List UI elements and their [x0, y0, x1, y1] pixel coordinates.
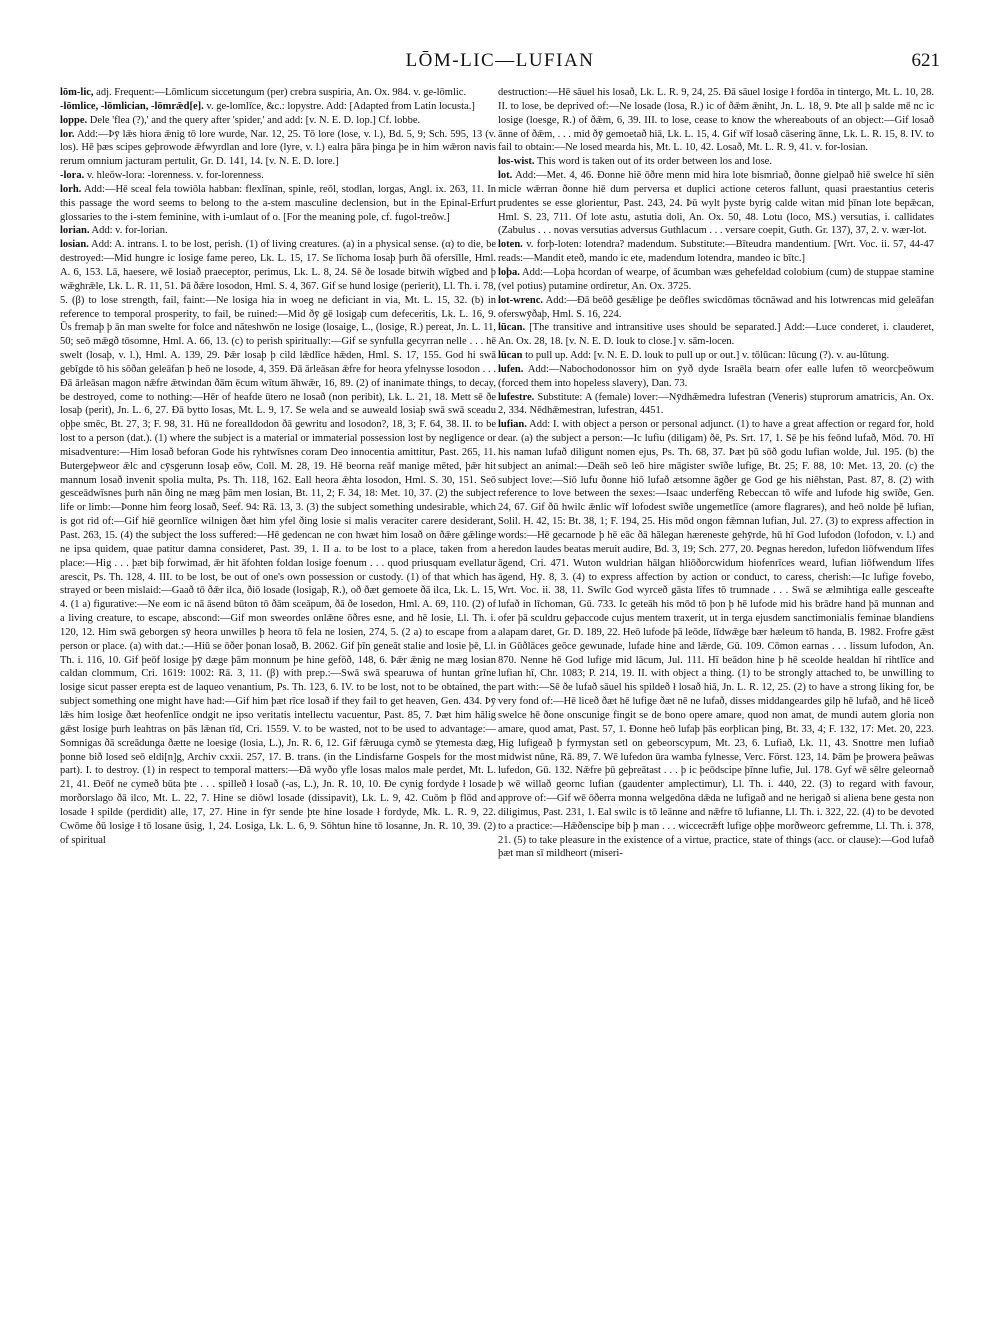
page-number: 621: [911, 50, 940, 71]
entry-body: [The transitive and intransitive uses should be separated.] Add:—Luce conderet, i. clauderet, An. Ox. 28, 18. [v. N. E. D. louk to close.] v. sām-locen.: [498, 322, 934, 348]
entry-body: Add:—Þȳ lǣs hiora ǣnig tō lore wurde, Nar. 12, 25. Tō lore (lose, v. l.), Bd. 5, 9; Sch. 595, 13 (v. los). Hē þæs scipes geþrowode ǣfwyrdlan and lore (lyre, v. l.) ealra þāra þinga þe in him wǣron navis rerum omnium jacturam pertulit, Gr. D. 141, 14. [v. N. E. D. lore.]: [60, 128, 496, 168]
entry-body: Substitute: A (female) lover:—Nȳdhǣmedra lufestran (Veneris) stuprorum amatricis, An. Ox. 2, 334. Nēdhǣmestran, lufestran, 4451.: [498, 391, 934, 417]
headword: lufian.: [498, 419, 527, 431]
headword: loppe.: [60, 114, 88, 126]
dictionary-entry: [498, 266, 934, 294]
headword: -lōmlice, -lōmlician, -lōmrǣd[e].: [60, 100, 204, 112]
dictionary-entry: [60, 128, 496, 170]
dictionary-entry: [498, 391, 934, 419]
headword: lufen.: [498, 363, 524, 375]
dictionary-entry: [498, 155, 934, 169]
left-column: [60, 86, 496, 1276]
page-header: [60, 40, 940, 80]
entry-body: This word is taken out of its order between los and lose.: [536, 156, 772, 168]
dictionary-entry: [60, 183, 496, 225]
headword: lōm-lic,: [60, 87, 94, 98]
entry-body: Add:—Loþa hcordan of wearpe, of ācumban wæs gehefeldad colobium (cum) de stuppae stamine (vel potius) putamine ordiretur, An. Ox. 3725.: [498, 266, 934, 292]
dictionary-entry: [498, 321, 934, 349]
headword: loten.: [498, 239, 523, 251]
dictionary-entry: [60, 224, 496, 238]
dictionary-entry: [498, 238, 934, 266]
right-column: [498, 86, 934, 1276]
entry-body: Add:—Met. 4, 46. Ðonne hiē ōðre menn mid hira lote bismriað, ðonne gielpað hiē swelce hī siēn micle wǣrran ðonne hiē dum perversa et duplici actione ceteros fallunt, quasi praestantius ceteris prudentes se esse glorientur, Past. 243, 24. Þū wylt þyste byrig calde witan mid þīnan lote bepǣcan, Hml. S. 23, 711. Of lote astu, astutia doli, An. Ox. 50, 48. Lotu (loco, MS.) versutias, i. callidates (Zabulus . . . novas versutias adversus Guthlacum . . . versare coepit, Guth. Gr. 137), 37, 2. v. wær-lot.: [498, 170, 934, 237]
entry-body: v. forþ-loten: lotendra? madendum. Substitute:—Bīteudra mandentium. [Wrt. Voc. ii. 57, 44-47 reads:—Mandit eteð, mando ic ete, madendum lotendra, mandeo ic bītc.]: [498, 239, 934, 265]
dictionary-entry: [60, 169, 496, 183]
dictionary-entry: [498, 418, 934, 861]
headword: loþa.: [498, 266, 520, 278]
entry-body: v. ge-lomlīce, &c.: lopystre. Add: [Adapted from Latin locusta.]: [206, 100, 475, 112]
headword: losian.: [60, 239, 89, 251]
headword: los-wist.: [498, 156, 535, 168]
headword: lot-wrenc.: [498, 294, 543, 306]
headword: lufestre.: [498, 391, 535, 403]
dictionary-entry: [60, 86, 496, 100]
dictionary-entry: [498, 349, 934, 363]
dictionary-entry: [60, 114, 496, 128]
headword: lor.: [60, 128, 75, 140]
headword: lot.: [498, 170, 513, 182]
entry-body: v. hleōw-lora: -lorenness. v. for-lorenness.: [86, 170, 264, 182]
entry-body: Add:—Hē sceal fela towiōla habban: flexlīnan, spinle, reōl, stodlan, lorgas, Angl. ix. 263, 11. In this passage the word seems to belong to the a-stem masculine declension, but in the Epinal-Erfurt glossaries to the i-stem feminine, with i-umlaut of o. [For the meaning pole, cf. fugol-treōw.]: [60, 183, 496, 223]
headword: lorian.: [60, 225, 90, 237]
entry-body: Add:—Nabochodonossor him on ȳyð dyde Israēla bearn ofer ealle lufen tō weorcþeōwum (forced them into hopeless slavery), Dan. 73.: [498, 363, 934, 389]
entry-body: Add: v. for-lorian.: [91, 225, 168, 237]
headword: lorh.: [60, 183, 82, 195]
entry-body: destruction:—Hē sāuel his losað, Lk. L. R. 9, 24, 25. Ðā sāuel losige ł fordōa in tintergo, Mt. L. 10, 28. II. to lose, be deprived of:—Ne losade (losa, R.) ic of ðǣm ǣniht, Jn. L. 18, 9. Þte all þ salde mē nc ic losige (loesge, R.) of ðǣm, 6, 39. III. to lose, cease to know the whereabouts of an object:—Gif losað ānne of ðǣm, . . . mid ðȳ gemoetað hiā, Lk. L. 15, 4. Gif wīf losað cāsering ānne, Lk. L. R. 15, 8. IV. to fail to obtain:—Ne losed mearda his, Mt. L. 10, 42. Losað, Mt. L. R. 9, 41. v. for-losian.: [498, 87, 934, 154]
entry-body: Add:—Ðā beōð gesǣlige þe deōfles swicdōmas tōcnāwad and his lotwrencas mid geleāfan oferswȳðaþ, Hml. S. 16, 224.: [498, 294, 934, 320]
dictionary-entry: [498, 294, 934, 322]
headword: -lora.: [60, 170, 85, 182]
entry-body: to pull up. Add: [v. N. E. D. louk to pull up or out.] v. tōlūcan: lūcung (?). v. au-lūtung.: [525, 350, 890, 362]
dictionary-entry: [498, 169, 934, 238]
entry-body: Dele 'flea (?),' and the query after 'spider,' and add: [v. N. E. D. lop.] Cf. lobbe.: [89, 114, 421, 126]
running-head: LŌM-LIC—LUFIAN: [405, 50, 595, 71]
headword: lūcan.: [498, 322, 526, 334]
entry-body: Add: I. with object a person or personal adjunct. (1) to have a great affection or regard for, hold dear. (a) the subject a person:—Ic lufiu (diligam) ðē, Ps. Srt. 17, 1. Sē þe his feōnd lufað, Mōd. 70. Hī his naman lufað diligunt nomen ejus, Ps. Th. 68, 37. Þæt þū sōð godu lufian wolde, Jul. 195. (b) the subject an animal:—Deāh seō leō hire māgister swīðe lufige, Bt. 25; F. 88, 10: Met. 13, 20. (c) the subject love:—Siō lufu ðonne hiō lufað ætsomne āgðer ge God ge his niēhstan, Past. 87, 8. (2) with reference to love between the sexes:—Isaac underfēng Rebeccan tō wīfe and lufode hig swīðe, Gen. 24, 67. Gif ðū hwilc ǣnlic wīf lofodest swīðe ungemetlīce (amore flagrares), and heō nolde þē lufian, Solil. H. 42, 15: Bt. 38, 1; F. 194, 25. His mōd ongon fǣmnan lufian, Jul. 27. (3) to express affection in words:—Hē gecarnode þ hē eāc ðā hālegan hæreneste gehȳrde, hū hī God lufodon (lofodon, v. l.) and heredon laudes beatas meruit audire, Bd. 3, 19; Sch. 277, 20. Þegnas heredon, lufedon liōfwendum līfes āgend, Cri. 471. Wuton wuldrian hālgan hliōðorcwidum hiofenrīces weard, lufian liōfwendum līfes āgend, Hȳ. 8, 3. (4) to express affection by action or conduct, to caress, cherish:—Ic lufige fovebo, Wrt. Voc. ii. 38, 11. Swīlc God wyrceð gāsta līfes tō trumnade . . . Swā se ælmihtiga ealle gesceafte lufað in līchoman, Gū. 733. Ic geteāh his mōd tō þon þ hē lufode mid his brādre hand þā munnan and ofer þā sculdru geþaccode cujus mentem traxerit, ut in terga ejusdem sanctimonialis feminae blandiens alapam daret, Gr. D. 189, 22. Heō lufode þā leōde, līdwǣge bær hæleum tō handa, B. 1982. Frofre gǣst in Gūðlāces geōce gewunade, lufade hine and lǣrde, Gū. 109. Cōmon earnas . . . lissum lufodon, An. 870. Nenne hē God lufige mid lācum, Jul. 111. Hī beādon hine þ hē sceolde healdan hī rihtlīce and lufian hī, Chr. 1083; P. 214, 19. II. with object a thing. (1) to be strongly attached to, be unwilling to part with:—Sē ðe lufað sāuel his spildeð ł losað hiā, Jn. L. R. 12, 25. (2) to have a strong liking for, be very fond of:—Hē liceð ðæt hē lufige ðæt nē ne lufað, disses middangeardes gilp hē lufað, and hē liceð swelce hē ðone onscunige fingit se de bono opere amare, quod non amat, de mundi autem gloria non amare, quod amat, Past. 57, 1. Ðonne heō lufaþ þās eorþlican þing, Bt. 33, 4; F. 132, 17: Met. 20, 223. Hig lufigeað þ fyrmystan setl on gebeorscypum, Mt. 23, 6. Lufiað, Lk. 11, 43. Snottre men lufiað midwist nūne, Rā. 89, 7. Wē lufedon ūra wamba fylnesse, Verc. Först. 123, 14. Þām þe þrowera þeāwas lufedon, Gū. 132. Nǣfre þū geþreātast . . . þ ic þeōdscipe þīnne lufie, Jul. 178. Gyf wē sēlre geleornað þ wē willað geornc lufian (gaudenter amplectimur), Ll. Th. i. 440, 22. (3) to regard with favour, approve of:—Gif wē ōðerra monna welgedōna dǣda ne lufigað and ne herigað si aliena bene gesta non diligimus, Past. 231, 1. Eal swilc is tō leānne and nǣfre tō lufianne, Ll. Th. i. 322, 22. (4) to be devoted to a practice:—Hǣðenscipe biþ þ man . . . wiccecrǣft lufige oþþe morðweorc gefremme, Ll. Th. i. 378, 21. (5) to take pleasure in the existence of a virtue, practice, state of things (acc. or clause):—God lufað þæt man sī mildheort (miseri-: [498, 419, 934, 860]
entry-body: adj. Frequent:—Lōmlicum siccetungum (per) crebra suspiria, An. Ox. 984. v. ge-lōmlic.: [96, 87, 467, 98]
dictionary-entry: [498, 86, 934, 155]
dictionary-entry: [60, 100, 496, 114]
dictionary-entry: [60, 238, 496, 847]
headword: lūcan: [498, 350, 523, 362]
entry-body: Add: A. intrans. I. to be lost, perish. (1) of living creatures. (a) in a physical sense. (α) to die, be destroyed:—Mid hungre ic losige fame pereo, Lk. L. 15, 17. Se līchoma losaþ þurh ðā ofersīlle, Hml. A. 6, 153. Lā, haesere, wē losiað praeceptor, perimus, Lk. L. 8, 24. Sē ðe losade bitwih wīgbed and þ wǣghrǣle, Lk. L. R. 11, 51. Þā ðǣre losodon, Hml. S. 4, 367. Gif se hund losige (perierit), Ll. Th. i. 78, 5. (β) to lose strength, fail, faint:—Ne losiga hia in woeg ne deficiant in via, Mt. L. 15, 32. (b) in reference to temporal prosperity, to fail, be ruined:—Mid ðȳ gē losigaþ cum defeceritis, Lk. L. 16, 9. Ūs fremaþ þ ān man swelte for folce and nāteshwōn ne losige (losaige, L., (losige, R.) pereat, Jn. L. 11, 50; seō mǣgð tōsomne, Hml. A. 66, 13. (c) to perish spiritually:—Gif se synfulla gecyrran nelle . . . hē swelt (losaþ, v. l.), Hml. A. 139, 29. Þǣr losaþ þ cild lǣdlīce hǣden, Hml. S. 17, 155. God hi swā gebīgde tō his sōðan geleāfan þ heō ne losode, 4, 359. Ðā ārleāsan ǣfre for heora yfelnysse losodon . . . Ðā ārleāsan magon nǣfre ǣtwindan ðām ēcum wītum āhwǣr, 16, 89. (2) of inanimate things, to decay, be destroyed, come to nothing:—Hēr of heafde ūtero ne losað (non peribit), Lk. L. 21, 18. Mett sē ðe losaþ (perit), Jn. L. 6, 27. Ðā bytto losas, Mt. L. 9, 17. Se wela and se auweald losiaþ swā swā sceadu oþþe smēc, Bt. 27, 3; F. 98, 31. Hū ne forealldodon ðā gewritu and losodon?, 18, 3; F. 64, 38. II. to be lost to a person (dat.). (1) where the subject is a material or immaterial possession lost by negligence or misadventure:—Him losað beforan Gode his ryhtwīsnes coram Deo innocentia amittitur, Past. 265, 11. Butergeþweor ǣlc and cȳsgerunn losaþ eōw, Coll. M. 28, 19. Hē beorna reāf manige mēted, þǣr hit mannum losað invenit spolia multa, Ps. Th. 118, 162. Eall heora ǣhta losodon, Hml. S. 30, 151. Seō gesceādwīsnes þurh nān ðing ne mæg þām men losian, Bt. 11, 2; F. 34, 18: Met. 10, 37. (2) the subject life or limb:—Þonne him feorg losað, Seef. 94: Rā. 13, 3. (3) the subject something undesirable, which is got rid of:—Gif hiē geornlīce wilnigen ðæt him yfel ðing losie si malis veraciter carere desiderant, Past. 263, 15. (4) the subject the loss suffered:—Hē gedencan ne con hwæt him losað on ðǣre gǣlinge ne ipsa quidem, quae patitur damna consideret, Past. 39, 1. II a. to be lost to a place, taken from a place:—Hig . . . þæt biþ forwimad, ǣr hit āfohten foldan losige foenum . . . quod priusquam evellatur arescit, Ps. Th. 128, 4. III. to be lost, be out of one's own possession or custody. (1) of that which has strayed or been mislaid:—Gaað tō ðǣr ilca, ðiō losade (losigaþ, R.), oð ðæt gemoete ðā ilca, Lk. L. 15, 4. (1 a) figurative:—Ne eom ic nā āsend būton tō ðām sceāpum, ðā ðe losedon, Hml. A. 69, 110. (2) of a living creature, to escape, abscond:—Gif mon sweordes onlǣne ōðres esne, and hē losie, Ll. Th. i. 120, 12. Him swā geborgen sȳ heora unwilles þ heora tō fela ne losien, 274, 5. (2 a) to escape from a person or place. (a) with dat.:—Hiū se ōðer þonan losað, B. 2062. Gif þīn geneāt stalie and losie þē, Ll. Th. i. 116, 10. Gif þeōf losige þȳ dæge þām monnum þe hine gefōð, 148, 6. Þǣr ǣnig ne mæg losian caldan clommum, Cri. 1619: 1002: Rā. 3, 11. (β) with prep.:—Swā swā spearuwa of huntan grīne losige sicut passer erepta est de laqueo venantium, Ps. Th. 123, 6. IV. to be lost, not to be obtained, the subject something one might have had:—Gif him þæt rīce losað if they fail to get heaven, Gen. 434. Þȳ lǣs him losige ðæt heofenlīce ondgit ne ipso veritatis intellectu vacuentur, Past. 85, 7. Þæt him hālig gǣst losige þurh leahtras on þās lǣnan tīd, Cri. 1559. V. to be wasted, not to be used to advantage:—Somnigas ðā screādunga ðætte ne loesige (losia, L.), Jn. R. 6, 12. Gif fǣruuga cymð se ȳtemesta dæg, þonne bið losed seō eldi[n]g, Archiv cxxii. 257, 17. B. trans. (in the Lindisfarne Gospels for the most part). I. to destroy. (1) in respect to temporal matters:—Ðā wyðo yfle losas malos male perdet, Mt. L. 21, 41. Ðeōf ne cymeð būta þte . . . spilleð ł losað (-as, L.), Jn. R. 10, 10. Ðe cynig fordyde ł losade morðorslago ðā ilco, Mt. L. 22, 7. Hine se diōwl losade (dissipavit), Lk. L. 9, 42. Cuōm þ flōd and losade ł spilde (perdidit) alle, 17, 27. Hine in fȳr sende þte hine losade ł fordyde, Mk. L. R. 9, 22. Cwōme ðū losige ł tō losane ūsig, 1, 24. Losiga, Lk. L. 6, 9. Sōhtun hine tō losanne, Jn. R. 10, 39. (2) of spiritual: [60, 239, 496, 846]
dictionary-entry: [498, 363, 934, 391]
